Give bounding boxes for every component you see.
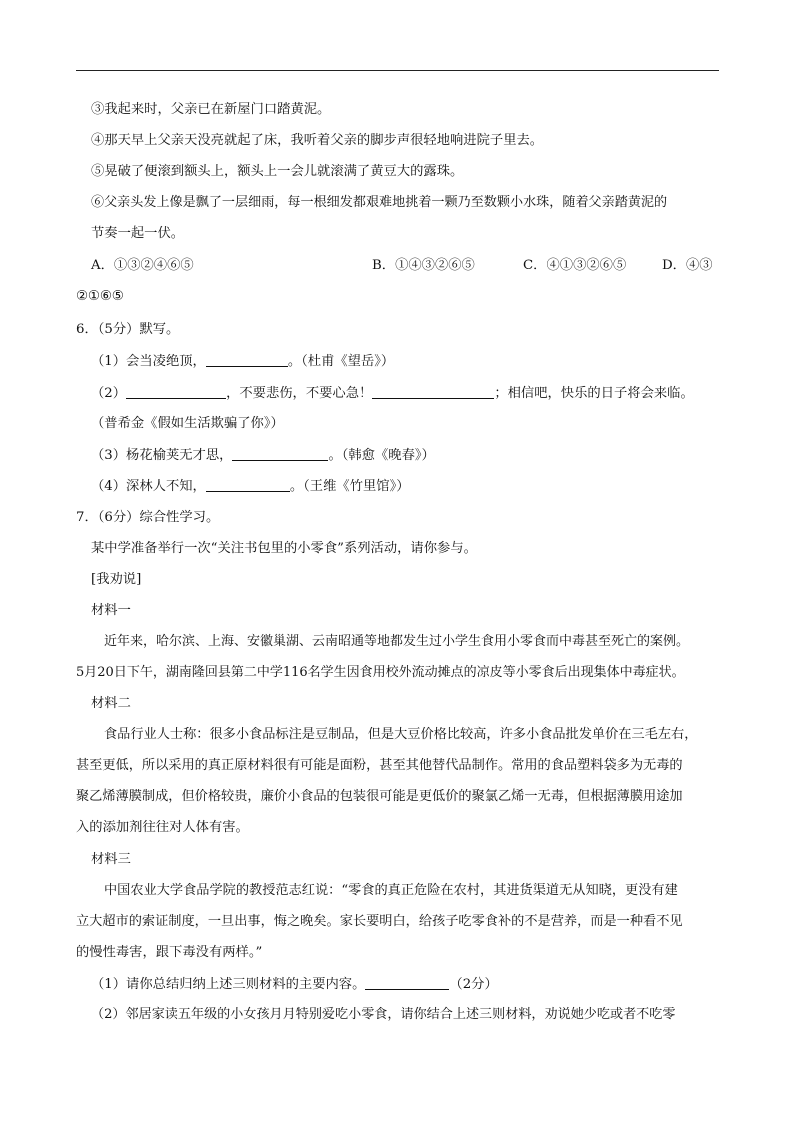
material-2-line4: 入的添加剂往往对人体有害。 bbox=[76, 820, 249, 835]
material-1-line2: 5月20日下午，湖南隆回县第二中学116名学生因食用校外流动摊点的凉皮等小零食后出现集体中毒症状。 bbox=[76, 665, 685, 680]
option-d-part1[interactable]: D．④③ bbox=[662, 258, 713, 273]
option-d-part2[interactable]: ②①⑥⑤ bbox=[76, 289, 124, 304]
option-a[interactable]: A．①③②④⑥⑤ bbox=[91, 258, 194, 273]
sentence-3: ③我起来时，父亲已在新屋门口踏黄泥。 bbox=[91, 102, 331, 117]
material-2-line1: 食品行业人士称：很多小食品标注是豆制品，但是大豆价格比较高，许多小食品批发单价在三毛左右， bbox=[104, 727, 698, 742]
q7-subquestion-1 bbox=[91, 975, 498, 994]
q6-item-4-text: （4）深林人不知， bbox=[91, 479, 206, 494]
q7-subquestion-2: （2）邻居家读五年级的小女孩月月特别爱吃小零食，请你结合上述三则材料，劝说她少吃或者不吃零 bbox=[91, 1007, 676, 1022]
option-b[interactable]: B．①④③②⑥⑤ bbox=[372, 258, 475, 273]
q7-section-heading: [我劝说] bbox=[91, 572, 142, 587]
q6-item-2-prefix: （2） bbox=[91, 386, 127, 401]
q6-item-3-text: （3）杨花榆荚无才思， bbox=[91, 448, 233, 463]
q7-subquestion-1-text: （1）请你总结归纳上述三则材料的主要内容。 bbox=[91, 977, 366, 992]
material-3-line2: 立大超市的索证制度，一旦出事，悔之晚矣。家长要明白，给孩子吃零食补的不是营养，而是一种看不见 bbox=[76, 914, 683, 929]
q6-item-4-source: 。（王维《竹里馆》） bbox=[289, 479, 410, 494]
q6-item-4 bbox=[91, 477, 410, 496]
q6-title: 6．（5分）默写。 bbox=[76, 322, 180, 337]
option-c[interactable]: C．④①③②⑥⑤ bbox=[523, 258, 627, 273]
answer-blank[interactable] bbox=[206, 477, 290, 492]
sentence-6-line1: ⑥父亲头发上像是飘了一层细雨，每一根细发都艰难地挑着一颗乃至数颗小水珠，随着父亲踏黄泥的 bbox=[91, 195, 668, 210]
q6-item-3-source: 。（韩愈《晚春》） bbox=[328, 448, 435, 463]
material-2-line2: 甚至更低，所以采用的真正原材料很有可能是面粉，甚至其他替代品制作。常用的食品塑料袋多为无毒的 bbox=[76, 758, 683, 773]
material-1-line1: 近年来，哈尔滨、上海、安徽巢湖、云南昭通等地都发生过小学生食用小零食而中毒甚至死亡的案例。 bbox=[104, 634, 690, 649]
material-3-line3: 的慢性毒害，跟下毒没有两样。” bbox=[76, 945, 263, 960]
q6-item-2-middle: ，不要悲伤，不要心急！ bbox=[226, 386, 373, 401]
q6-item-2-suffix: ；相信吧，快乐的日子将会来临。 bbox=[494, 386, 694, 401]
sentence-6-line2: 节奏一起一伏。 bbox=[91, 226, 185, 241]
material-2-title: 材料二 bbox=[91, 696, 131, 711]
q6-item-2 bbox=[91, 384, 694, 403]
header-rule bbox=[76, 70, 719, 71]
q6-item-1-source: 。（杜甫《望岳》） bbox=[287, 354, 395, 369]
answer-blank[interactable] bbox=[206, 352, 288, 367]
material-2-line3: 聚乙烯薄膜制成，但价格较贵，廉价小食品的包装很可能是更低价的聚氯乙烯一无毒，但根据薄膜用途加 bbox=[76, 789, 683, 804]
sentence-4: ④那天早上父亲天没亮就起了床，我听着父亲的脚步声很轻地响进院子里去。 bbox=[91, 133, 544, 148]
q7-subquestion-1-score: （2分） bbox=[449, 977, 498, 992]
q7-intro: 某中学准备举行一次“关注书包里的小零食”系列活动，请你参与。 bbox=[91, 541, 477, 556]
answer-blank[interactable] bbox=[372, 384, 494, 399]
answer-blank[interactable] bbox=[126, 384, 226, 399]
q7-title: 7．（6分）综合性学习。 bbox=[76, 510, 220, 525]
material-3-line1: 中国农业大学食品学院的教授范志红说：“零食的真正危险在农村，其进货渠道无从知晓，更没有建 bbox=[104, 883, 678, 898]
material-3-title: 材料三 bbox=[91, 852, 131, 867]
q6-item-3 bbox=[91, 446, 435, 465]
q6-item-1 bbox=[91, 352, 394, 371]
answer-blank[interactable] bbox=[365, 975, 449, 990]
sentence-5: ⑤晃破了便滚到额头上，额头上一会儿就滚满了黄豆大的露珠。 bbox=[91, 164, 464, 179]
q6-item-2-source: （普希金《假如生活欺骗了你》） bbox=[91, 416, 284, 431]
q6-item-1-text: （1）会当凌绝顶， bbox=[91, 354, 206, 369]
answer-blank[interactable] bbox=[232, 446, 328, 461]
material-1-title: 材料一 bbox=[91, 603, 131, 618]
